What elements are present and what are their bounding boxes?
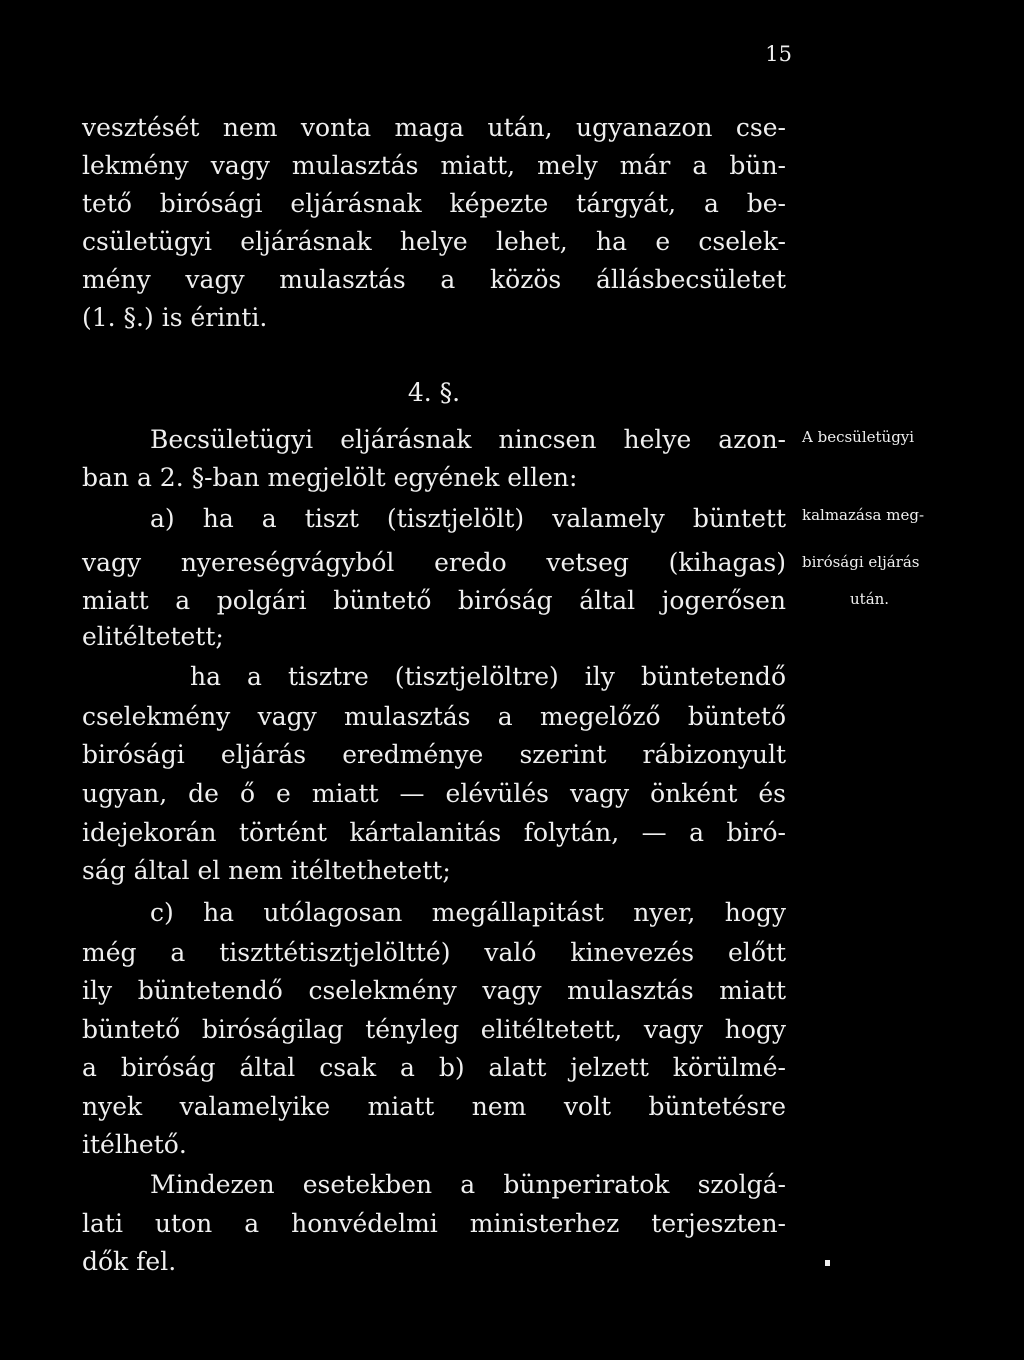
text-line: a biróság által csak a b) alatt jelzett körülmé- [82,1053,786,1082]
print-mark [825,1260,830,1266]
text-line: ugyan, de ő e miatt — elévülés vagy önként és [82,779,786,808]
text-line: miatt a polgári büntető biróság által jogerősen [82,586,786,615]
text-line: ily büntetendő cselekmény vagy mulasztás miatt [82,976,786,1005]
text-line: még a tiszttétisztjelöltté) való kinevezés előtt [82,938,786,967]
text-line: itélhető. [82,1130,187,1159]
text-line: csületügyi eljárásnak helye lehet, ha e cselek- [82,227,786,256]
text-line: tető birósági eljárásnak képezte tárgyát, a be- [82,189,786,218]
text-line: dők fel. [82,1247,177,1276]
text-line: ság által el nem itéltethetett; [82,856,451,885]
text-line: Becsületügyi eljárásnak nincsen helye azon- [150,425,786,454]
text-line: ban a 2. §-ban megjelölt egyének ellen: [82,463,578,492]
text-line: Mindezen esetekben a bünperiratok szolgá- [150,1170,786,1199]
text-line: idejekorán történt kártalanitás folytán, — a biró- [82,818,786,847]
text-line: elitéltetett; [82,622,224,651]
margin-note: után. [850,590,890,608]
text-line: lekmény vagy mulasztás miatt, mely már a bün- [82,151,786,180]
text-line: birósági eljárás eredménye szerint rábizonyult [82,740,786,769]
text-line: ha a tisztre (tisztjelöltre) ily büntetendő [190,662,786,691]
text-line: büntető biróságilag tényleg elitéltetett, vagy hogy [82,1015,786,1044]
text-line: a) ha a tiszt (tisztjelölt) valamely büntett [150,504,786,533]
section-heading: 4. §. [407,378,461,407]
page-number: 15 [765,42,792,66]
text-line: cselekmény vagy mulasztás a megelőző büntető [82,702,786,731]
margin-note: birósági eljárás [802,553,920,571]
text-line: lati uton a honvédelmi ministerhez terjeszten- [82,1209,786,1238]
text-line: (1. §.) is érinti. [82,303,268,332]
text-line: vesztését nem vonta maga után, ugyanazon cse- [82,113,786,142]
text-line: mény vagy mulasztás a közös állásbecsületet [82,265,786,294]
text-line: vagy nyereségvágyból eredo vetseg (kihagas) [82,548,786,577]
margin-note: A becsületügyi [802,428,915,446]
margin-note: kalmazása meg- [802,506,925,524]
text-line: nyek valamelyike miatt nem volt büntetésre [82,1092,786,1121]
text-line: c) ha utólagosan megállapitást nyer, hogy [150,898,786,927]
